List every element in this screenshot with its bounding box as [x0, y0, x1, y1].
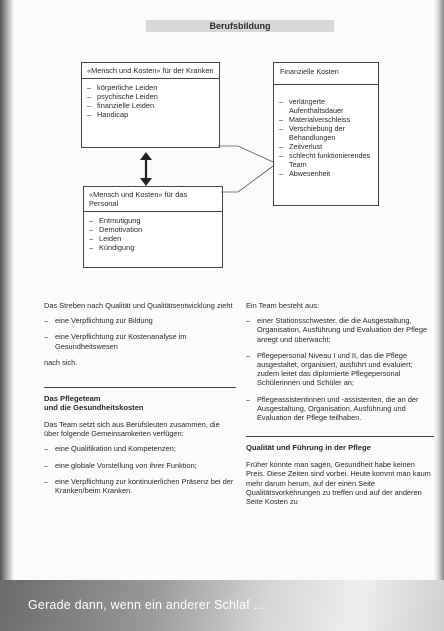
box-personal-costs: [83, 186, 223, 268]
left-column: [44, 301, 236, 502]
section-title-quality: Qualität und Führung in der Pflege: [246, 436, 434, 452]
list-item: – eine Verpflichtung zur Kostenanalyse im Gesundheitswesen: [44, 332, 236, 350]
footer-caption: Gerade dann, wenn ein anderer Schlaf ...: [28, 598, 265, 612]
box-financial-title: Finanzielle Kosten: [280, 67, 339, 76]
list-item: – Pflegeassistentinnen und -assistenten, die an der Ausgestaltung, Organisation, Ausführung und Evaluation der Pflege teilhaben.: [246, 395, 434, 423]
section-list: [44, 444, 236, 495]
box-personal-title: «Mensch und Kosten» für das Personal: [89, 190, 188, 208]
double-arrow-icon: [139, 152, 153, 186]
list-item: – Handicap: [87, 110, 214, 119]
list-item: – verlängerte Aufenthaltsdauer: [279, 97, 373, 115]
list-item: – psychische Leiden: [87, 92, 214, 101]
intro-paragraph: Das Streben nach Qualität und Qualitätsentwicklung zieht: [44, 301, 233, 310]
box-patient-costs: [81, 62, 220, 148]
list-item: – eine Verpflichtung zur kontinuierlichen Präsenz bei der Kranken/beim Kranken.: [44, 477, 236, 495]
intro-end: nach sich.: [44, 357, 78, 367]
list-item: – eine globale Vorstellung von ihrer Funktion;: [44, 461, 236, 470]
list-item: – eine Verpflichtung zur Bildung: [44, 316, 236, 325]
section-paragraph: Das Team setzt sich aus Berufsleuten zusammen, die über folgende Gemeinsamkeiten verfügen:: [44, 420, 220, 439]
list-item: – Pflegepersonal Niveau I und II, das die Pflege ausgestaltet, organisiert, ausführt und evaluiert; zudem leitet das diplomierte Pflegepersonal Schülerinnen und Schüler an;: [246, 351, 434, 388]
connector-lines: [218, 140, 278, 200]
list-item: – Zeitverlust: [279, 142, 373, 151]
list-item: – Abwesenheit: [279, 169, 373, 178]
list-item: – Leiden: [89, 234, 217, 243]
list-item: – finanzielle Leiden: [87, 101, 214, 110]
section-title-line: Das Pflegeteam: [44, 394, 101, 404]
list-item: – Verschiebung der Behandlungen: [279, 124, 373, 142]
team-list: [246, 316, 434, 422]
quality-paragraph: Früher konnte man sagen, Gesundheit habe keinen Preis. Diese Zeiten sind vorbei. Heute kommt man kaum mehr darum herum, auf der einen Seite Qualitätsvorkehrungen zu treffen und auf der anderen Seite Kosten zu: [246, 460, 431, 507]
intro-list: [44, 316, 236, 351]
list-item: – schlecht funktionierendes Team: [279, 151, 373, 169]
right-column: [246, 301, 434, 512]
list-item: – Kündigung: [89, 243, 217, 252]
list-item: – Demotivation: [89, 225, 217, 234]
box-financial-list: [274, 85, 378, 181]
page-edge-shadow: [434, 0, 444, 631]
list-item: – einer Stationsschwester, die die Ausgestaltung, Organisation, Ausführung und Evaluation der Pflege anregt und überwacht;: [246, 316, 434, 344]
box-personal-list: [84, 212, 222, 255]
box-financial-costs: [273, 62, 379, 206]
section-header: Berufsbildung: [146, 20, 334, 32]
list-item: – eine Qualifikation und Kompetenzen;: [44, 444, 236, 453]
list-item: – Materialverschleiss: [279, 115, 373, 124]
box-patient-title: «Mensch und Kosten» für der Kranken: [87, 66, 214, 75]
box-patient-list: [82, 79, 219, 122]
list-item: – Entmutigung: [89, 216, 217, 225]
list-item: – körperliche Leiden: [87, 83, 214, 92]
page-binding-shadow: [0, 0, 14, 631]
team-intro: Ein Team besteht aus:: [246, 301, 319, 310]
section-title-line: und die Gesundheitskosten: [44, 403, 144, 413]
section-title-team: [44, 387, 236, 412]
